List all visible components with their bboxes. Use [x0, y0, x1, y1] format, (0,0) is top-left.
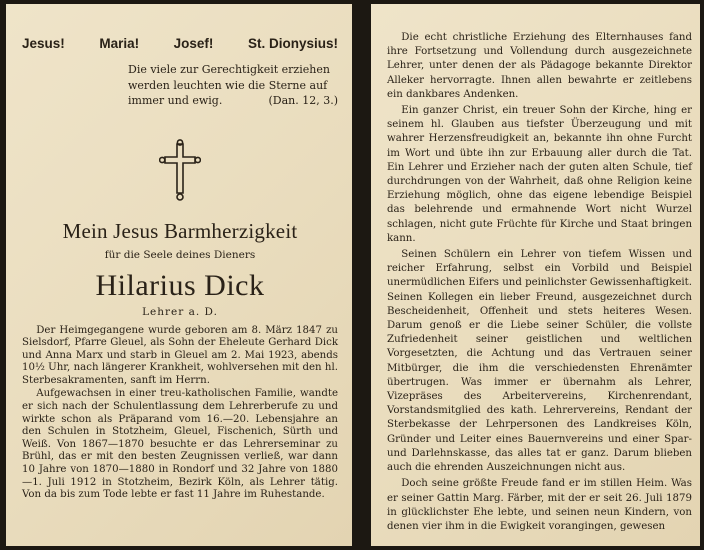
deceased-title: Lehrer a. D. [142, 305, 218, 318]
invocation-jesus: Jesus! [22, 36, 65, 51]
tribute-text [387, 31, 692, 534]
biography-text [22, 325, 338, 502]
left-page [6, 4, 352, 546]
bible-verse [128, 62, 338, 109]
paragraph: Der Heimgegangene wurde geboren am 8. März 1847 zu Sielsdorf, Pfarre Gleuel, als Sohn der Eheleute Gerhard Dick und Anna Marx und starb in Gleuel am 2. Mai 1923, abends 10½ Uhr, nach längerer Krankheit, wohlversehen mit den hl. Sterbesakramenten, sanft im Herrn. [22, 324, 338, 386]
paragraph: Ein ganzer Christ, ein treuer Sohn der Kirche, hing er seinem hl. Glauben aus tiefster Überzeugung und mit wahrer Herzensfreudigkeit an, bekannte ihn ohne Furcht im Wort und übte ihn zur Erbauung aller durch die Tat. Ein Lehrer und Erzieher nach der guten alten Schule, tief durchdrungen von der Wahrheit, daß ohne Religion keine Erziehung möglich, ohne das eigene lebendige Beispiel das belehrende und ermahnende Wort nicht Wurzel schlagen, nicht gute Früchte für Kirche und Staat bringen kann. [387, 105, 692, 244]
invocation-dionysius: St. Dionysius! [247, 36, 338, 51]
cross-icon [159, 139, 201, 203]
paragraph: Doch seine größte Freude fand er im stillen Heim. Was er seiner Gattin Marg. Färber, mit der er seit 26. Juli 1879 in glücklichster Ehe lebte, und seinen neun Kindern, von denen vier ihm in die Ewigkeit vorangingen, gewesen [387, 478, 692, 532]
subheading-dedication: für die Seele deines Dieners [104, 248, 256, 261]
deceased-name: Hilarius Dick [95, 268, 265, 302]
paragraph: Seinen Schülern ein Lehrer von tiefem Wissen und reicher Erfahrung, selbst ein Vorbild und Beispiel unermüdlichen Eifers und peinlichster Gewissenhaftigkeit. Seinen Kollegen ein lieber Freund, ausgezeichnet durch Bescheidenheit, Offenheit und stets heiteres Wesen. Darum genoß er die Liebe seiner Schüler, die vollste Zufriedenheit seiner geistlichen und weltlichen Vorgesetzten, die Achtung und das Vertrauen seiner Mitbürger, die ihm die verschiedensten Ehrenämter übertrugen. Was immer er übernahm als Lehrer, Vizepräses des Arbeitervereins, Kirchenrendant, Vorstandsmitglied des kath. Lehrervereins, Rendant der Sterbekasse der Lehrpersonen des Landkreises Köln, Gründer und Leiter eines Bauernvereins und einer Spar- und Darlehnskasse, das alles tat er ganz. Darum blieben auch die ehrenden Auszeichnungen nicht aus. [387, 249, 692, 474]
verse-text: Die viele zur Gerechtigkeit erziehen werden leuchten wie die Sterne auf immer und ewig. [128, 63, 330, 107]
heading-prayer: Mein Jesus Barmherzigkeit [62, 218, 298, 243]
paragraph: Aufgewachsen in einer treu-katholischen Familie, wandte er sich nach der Schulentlassung dem Lehrerberufe zu und wirkte schon als Präparand vom 16.—20. Lebensjahre an den Schulen in Stotzheim, Gleuel, Fischenich, Sürth und Weiß. Von 1867—1870 besuchte er das Lehrerseminar zu Brühl, das er mit den besten Zeugnissen verließ, war dann 10 Jahre von 1870—1880 in Rondorf und 32 Jahre von 1880—1. Juli 1912 in Stotzheim, Bezirk Köln, als Lehrer tätig. Von da bis zum Tode lebte er fast 11 Jahre im Ruhestande. [22, 388, 338, 501]
right-page [371, 4, 700, 546]
verse-reference: (Dan. 12, 3.) [268, 94, 338, 107]
paragraph: Die echt christliche Erziehung des Elternhauses fand ihre Fortsetzung und Vollendung durch ausgezeichnete Lehrer, unter denen der als Pädagoge bekannte Direktor Alleker hervorragte. Ihnen allen bewahrte er zeitlebens ein dankbares Andenken. [387, 32, 692, 100]
invocations [22, 36, 338, 51]
invocation-josef: Josef! [173, 36, 214, 51]
invocation-maria: Maria! [99, 36, 140, 51]
